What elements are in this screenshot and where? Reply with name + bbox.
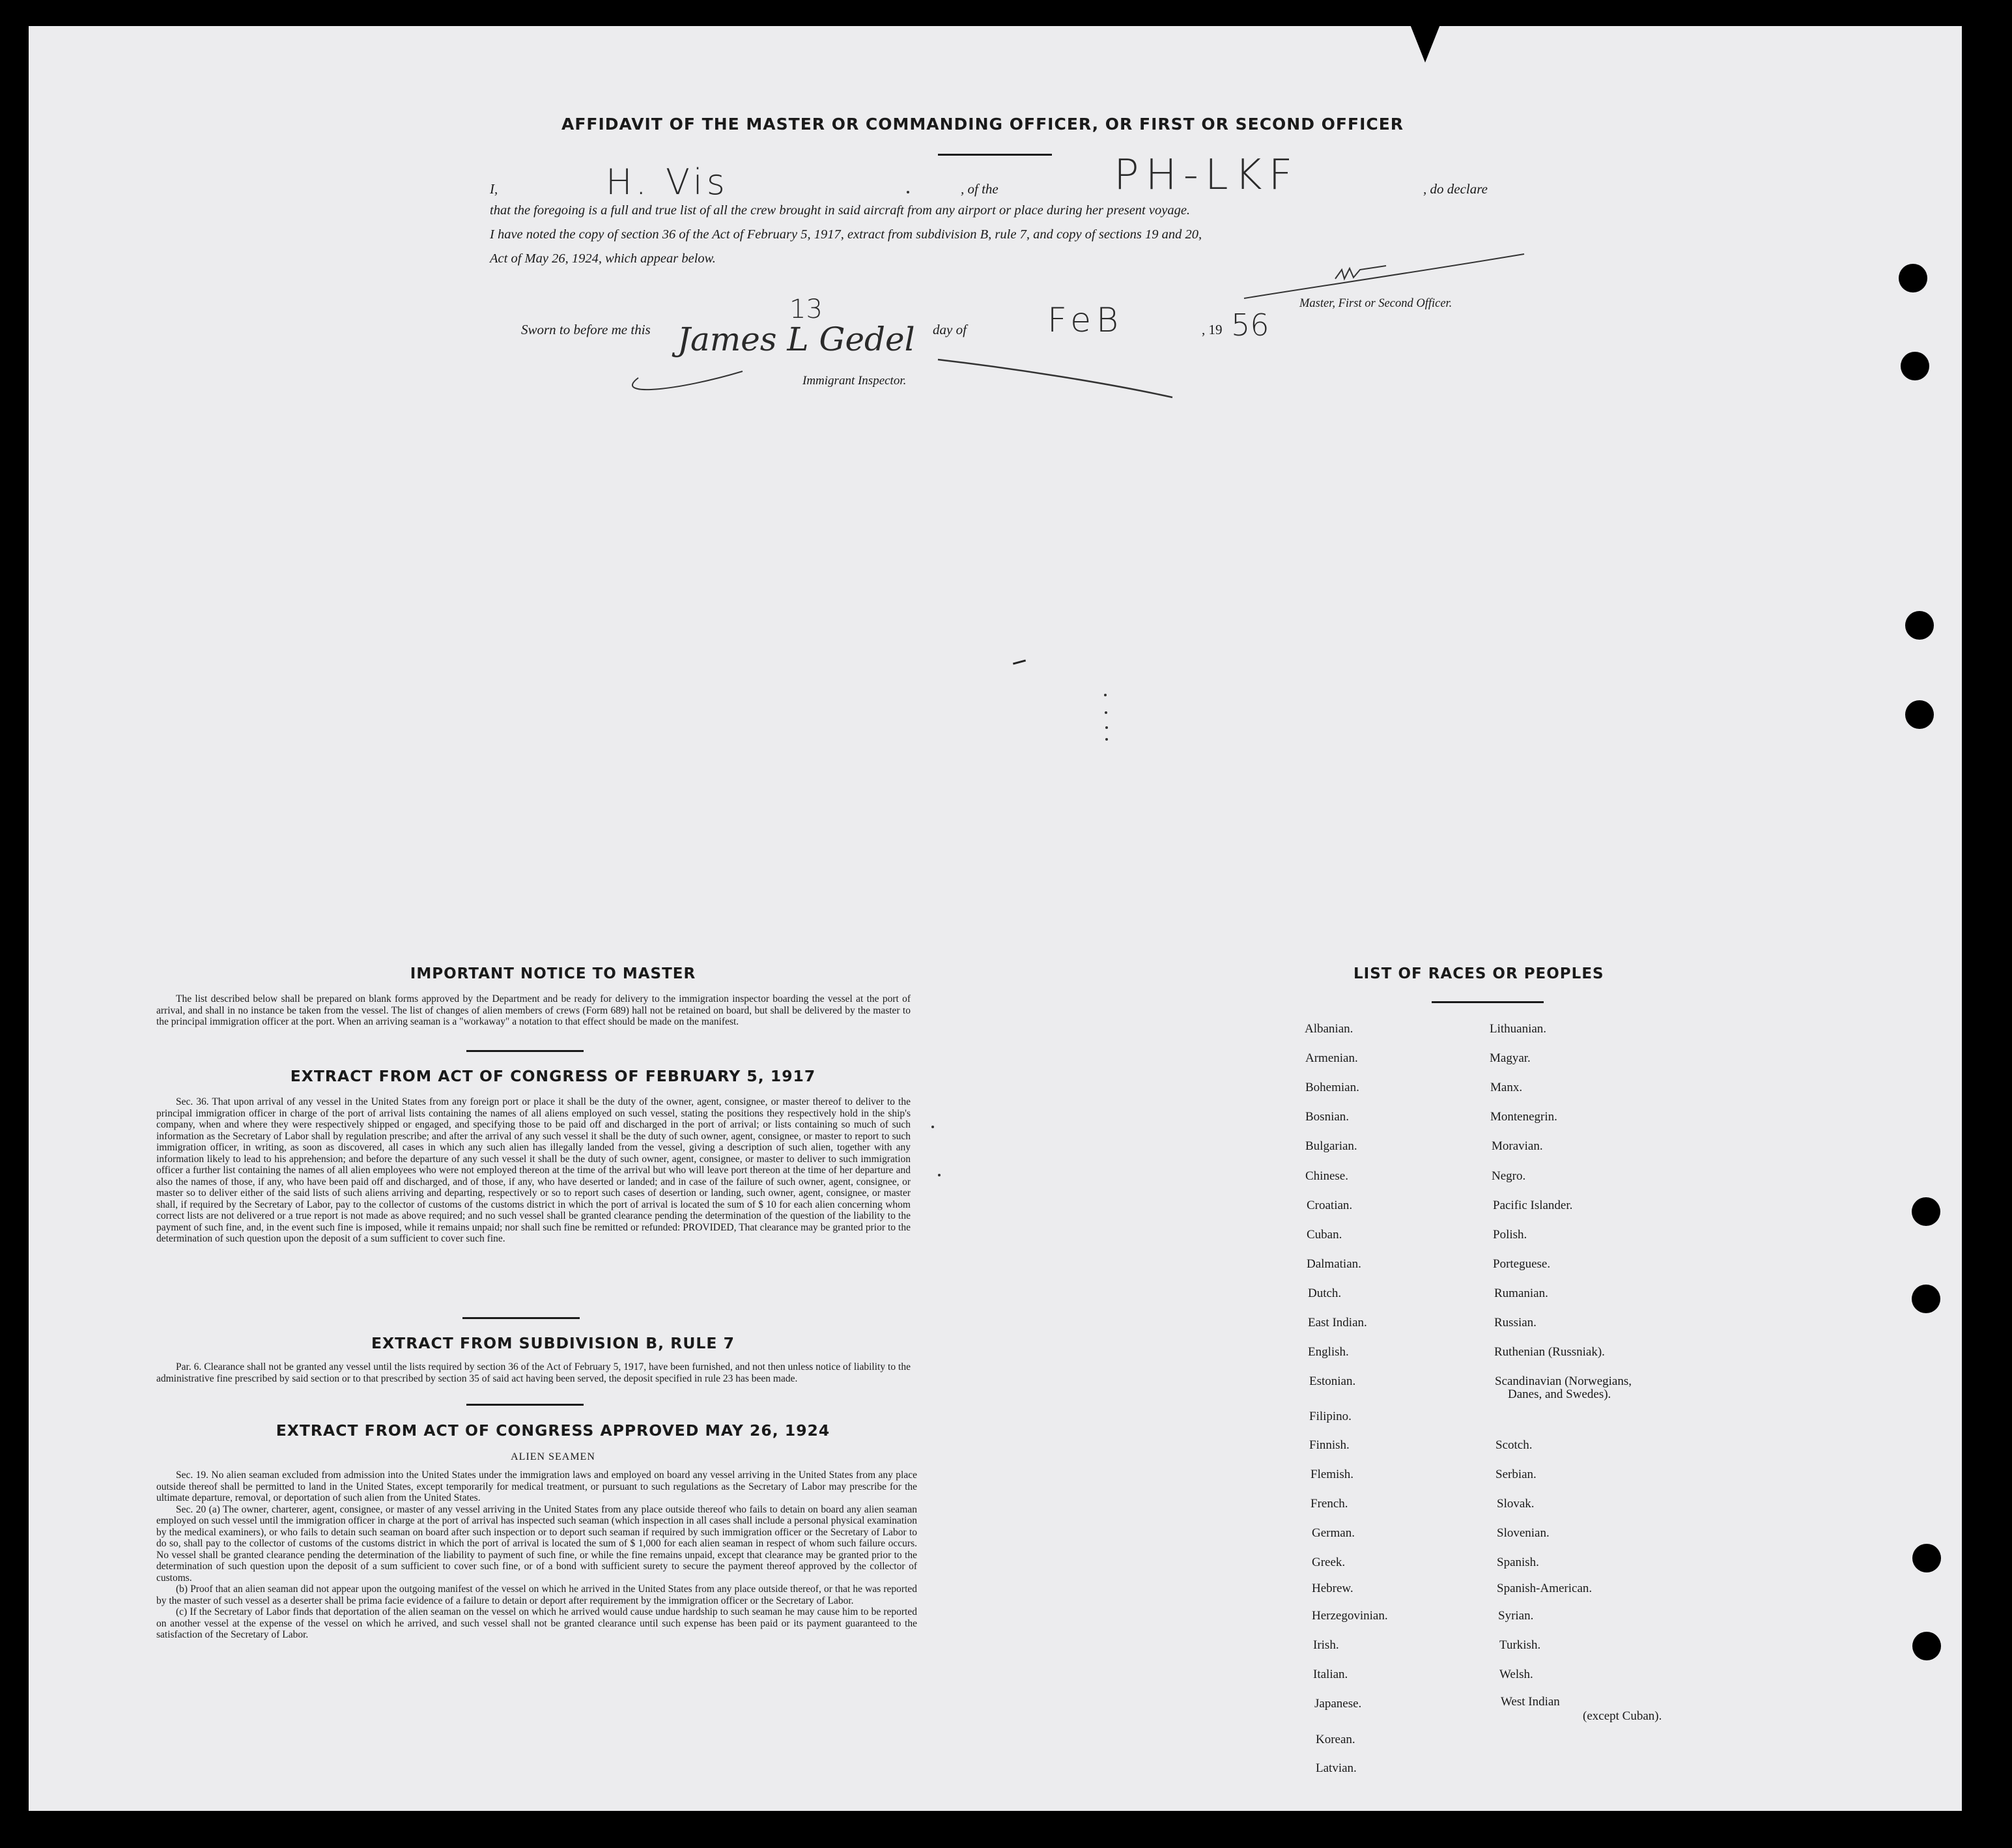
race-item: Ruthenian (Russniak). [1494,1345,1605,1359]
of-the-label: , of the [961,181,999,197]
sec-20a-paragraph: Sec. 20 (a) The owner, charterer, agent, consignee, or master of any vessel arriving in the United States from any place outside thereof who fails to detain on board any alien seaman employed on such vessel until the immigration officer in charge at the port of arrival has inspected such seaman (which inspection in all cases shall include a personal physical examination by the medical examiners), or who fails to detain such seaman on board after such inspection or to deport such seaman if required by such immigration officer or the Secretary of Labor to do so, shall pay to the collector of customs of the customs district in which the port of arrival is located the sum of $ 1,000 for each alien seaman in respect of whom such failure occurs. No vessel shall be granted clearance pending the determination of the liability to payment of such fine, or while the fine remains unpaid, except that clearance may be granted prior to the determination of such question upon the deposit of a sum sufficient to cover such fine, or of a bond with sufficient surety to secure the payment thereof approved by the collector of customs. [156,1503,917,1584]
race-item: Filipino. [1309,1410,1352,1423]
stray-dot [1105,726,1108,729]
affidavit-title: AFFIDAVIT OF THE MASTER OR COMMANDING OFFICER, OR FIRST OR SECOND OFFICER [561,115,1404,134]
affidavit-line-4: Act of May 26, 1924, which appear below. [490,251,716,266]
title-rule [938,154,1052,156]
race-item: (except Cuban). [1583,1709,1662,1723]
extract-1924-body [156,1470,917,1641]
race-item: Serbian. [1495,1468,1537,1481]
race-item: Rumanian. [1494,1286,1548,1300]
race-item: English. [1308,1345,1349,1359]
subdivision-b-title: EXTRACT FROM SUBDIVISION B, RULE 7 [371,1334,735,1352]
torn-edge [1400,0,1450,63]
race-item: Bohemian. [1305,1081,1359,1094]
stray-dot [1104,694,1107,696]
race-item: Japanese. [1314,1697,1362,1711]
subdivision-b-paragraph: Par. 6. Clearance shall not be granted any vessel until the lists required by section 36 of the Act of February 5, 1917, have been furnished, and not then unless notice of liability to the administrative fine prescribed by said section or to that prescribed by section 35 of said act having been served, the deposit specified in rule 23 has been made. [156,1361,911,1384]
day-of-label: day of [933,322,967,337]
race-item: Porteguese. [1493,1257,1551,1271]
punch-hole [1905,700,1934,729]
sec-19-paragraph: Sec. 19. No alien seaman excluded from admission into the United States under the immigration laws and employed on board any vessel arriving in the United States from any place outside thereof shall be permitted to land in the United States, except temporarily for medical treatment, or pursuant to such regulations as the Secretary of Labor may prescribe for the ultimate departure, removal, or deportation of such alien from the United States. [156,1470,917,1503]
race-item: Flemish. [1311,1468,1353,1481]
sworn-label: Sworn to before me this [521,322,651,337]
affidavit-line-2: that the foregoing is a full and true list of all the crew brought in said aircraft from any airport or place during her present voyage. [490,203,1191,218]
race-item: Turkish. [1499,1638,1541,1652]
race-item: Latvian. [1316,1761,1357,1775]
extract-1917-title: EXTRACT FROM ACT OF CONGRESS OF FEBRUARY 5, 1917 [290,1067,816,1085]
extract-1917-paragraph: Sec. 36. That upon arrival of any vessel in the United States from any foreign port or place it shall be the duty of the owner, agent, consignee, or master thereof to deliver to the principal immigration officer in charge of the port of arrival lists containing the names of all aliens employed on such vessel, stating the positions they respectively hold in the ship's company, when and where they were respectively shipped or engaged, and specifying those to be paid off and discharged in the port of arrival; or lists containing so much of such information as the Secretary of Labor shall by regulation prescribe; and after the arrival of any such vessel it shall be the duty of such owner, agent, consignee, or master to report to such immigration officer, in writing, as soon as discovered, all cases in which any such alien has illegally landed from the vessel, giving a description of such alien, together with any information likely to lead to his apprehension; and before the departure of any such vessel it shall be the duty of such owner, agent, consignee, or master to deliver to such immigration officer a further list containing the names of all alien employees who were not employed thereon at the time of the arrival but who will leave port thereon at the time of her departure and also the names of those, if any, who have been paid off and discharged, and of those, if any, who have deserted or landed; and in case of the failure of such owner, agent, consignee, or master so to deliver either of the said lists of such aliens arriving and departing, respectively or so to report such cases of desertion or landing, such owner, agent, consignee, or master shall, if required by the Secretary of Labor, pay to the collector of customs of the customs district in which the port of arrival is located the sum of $ 10 for each alien concerning whom correct lists are not delivered or a true report is not made as above required; and no such vessel shall be granted clearance pending the determination of the question of the liability to the payment of such fine, and, in the event such fine is imposed, while it remains unpaid; nor shall such fine be remitted or refunded: PROVIDED, That clearance may be granted prior to the determination of such question upon the deposit of a sum sufficient to cover such fine. [156,1096,911,1244]
races-title-rule [1432,1001,1544,1003]
year-handwritten: 56 [1231,307,1269,343]
race-item: Irish. [1313,1638,1339,1652]
stray-dot [1105,738,1108,741]
subdivision-b-body [156,1361,911,1384]
punch-hole [1912,1285,1940,1313]
notice-paragraph: The list described below shall be prepared on blank forms approved by the Department and be ready for delivery to the immigration inspector boarding the vessel at the port of arrival, and shall in no instance be taken from the vessel. The list of changes of alien members of crews (Form 689) hall not be retained on board, but shall be delivered by the master to the principal immigration officer at the port. When an arriving seaman is a "workaway" a notation to that effect should be made on the manifest. [156,993,911,1027]
race-item: Greek. [1312,1556,1346,1569]
section-rule [466,1404,584,1406]
race-item: Polish. [1493,1228,1527,1242]
race-item: Herzegovinian. [1312,1609,1388,1623]
race-item: Lithuanian. [1490,1022,1547,1036]
race-item: Hebrew. [1312,1582,1353,1595]
race-item: West Indian [1501,1695,1560,1709]
year-prefix: , 19 [1202,322,1223,337]
month-handwritten: FeB [1047,301,1124,340]
section-rule [462,1317,580,1319]
sec-20c-paragraph: (c) If the Secretary of Labor finds that deportation of the alien seaman on the vessel on which he arrived would cause undue hardship to such seaman he may cause him to be reported on another vessel at the expense of the vessel on which he arrived, and such vessel shall not be granted clearance until such expense has been paid or its payment guaranteed to the satisfaction of the Secretary of Labor. [156,1606,917,1640]
day-handwritten: 13 [789,294,823,324]
race-item: Slovenian. [1497,1526,1550,1540]
race-item: Dalmatian. [1307,1257,1361,1271]
race-item: Negro. [1492,1169,1526,1183]
punch-hole [1899,264,1927,292]
race-item: Spanish. [1497,1556,1539,1569]
race-item: East Indian. [1308,1316,1367,1329]
inspector-signature: James L Gedel [677,320,915,358]
race-item: Bosnian. [1305,1110,1350,1124]
race-item: Armenian. [1305,1051,1358,1065]
race-item: Bulgarian. [1305,1139,1357,1153]
stray-dot [931,1126,934,1128]
sec-20b-paragraph: (b) Proof that an alien seaman did not appear upon the outgoing manifest of the vessel on which he arrived in the United States from any place outside thereof, or that he was reported by the master of such vessel as a deserter shall be prima facie evidence of a failure to detain or deport after requirement by the immigration officer or the Secretary of Labor. [156,1584,917,1606]
punch-hole [1901,352,1929,380]
notice-body [156,993,911,1028]
master-name-handwritten: H. Vis [606,162,729,203]
notice-title: IMPORTANT NOTICE TO MASTER [410,965,696,982]
race-item: Albanian. [1305,1022,1353,1036]
aircraft-handwritten: PH-LKF [1114,151,1299,199]
punch-hole [1912,1544,1941,1572]
race-item: Pacific Islander. [1493,1199,1573,1212]
race-item: Syrian. [1498,1609,1534,1623]
race-item: Scotch. [1495,1438,1533,1452]
section-rule [466,1050,584,1052]
extract-1924-subtitle: ALIEN SEAMEN [511,1451,595,1462]
race-item: Spanish-American. [1497,1582,1593,1595]
race-item: Welsh. [1499,1668,1533,1681]
extract-1924-title: EXTRACT FROM ACT OF CONGRESS APPROVED MAY 26, 1924 [276,1421,830,1440]
punch-hole [1912,1632,1941,1660]
race-item: Magyar. [1490,1051,1531,1065]
race-item: Korean. [1316,1733,1355,1746]
extract-1917-body [156,1096,911,1245]
race-item: Estonian. [1309,1374,1356,1388]
races-title: LIST OF RACES OR PEOPLES [1353,965,1604,982]
race-item: Chinese. [1305,1169,1348,1183]
race-item: Dutch. [1308,1286,1342,1300]
race-item: Slovak. [1497,1497,1535,1511]
race-item: Scandinavian (Norwegians, [1495,1374,1632,1388]
blank-dot [907,191,909,193]
race-item: Danes, and Swedes). [1508,1387,1611,1401]
race-item: Italian. [1313,1668,1348,1681]
i-label: I, [490,181,498,197]
race-item: Manx. [1490,1081,1523,1094]
race-item: Finnish. [1309,1438,1350,1452]
affidavit-line-3: I have noted the copy of section 36 of the Act of February 5, 1917, extract from subdivision B, rule 7, and copy of sections 19 and 20, [490,227,1202,242]
race-item: Russian. [1494,1316,1537,1329]
race-item: Moravian. [1492,1139,1543,1153]
race-item: German. [1312,1526,1355,1540]
race-item: Montenegrin. [1490,1110,1557,1124]
race-item: French. [1311,1497,1348,1511]
do-declare-label: , do declare [1423,181,1488,197]
race-item: Croatian. [1307,1199,1353,1212]
inspector-caption: Immigrant Inspector. [802,374,907,388]
stray-dot [1105,711,1107,714]
punch-hole [1912,1197,1940,1226]
stray-dot [938,1174,941,1176]
master-caption: Master, First or Second Officer. [1299,297,1452,310]
race-item: Cuban. [1307,1228,1342,1242]
punch-hole [1905,611,1934,640]
